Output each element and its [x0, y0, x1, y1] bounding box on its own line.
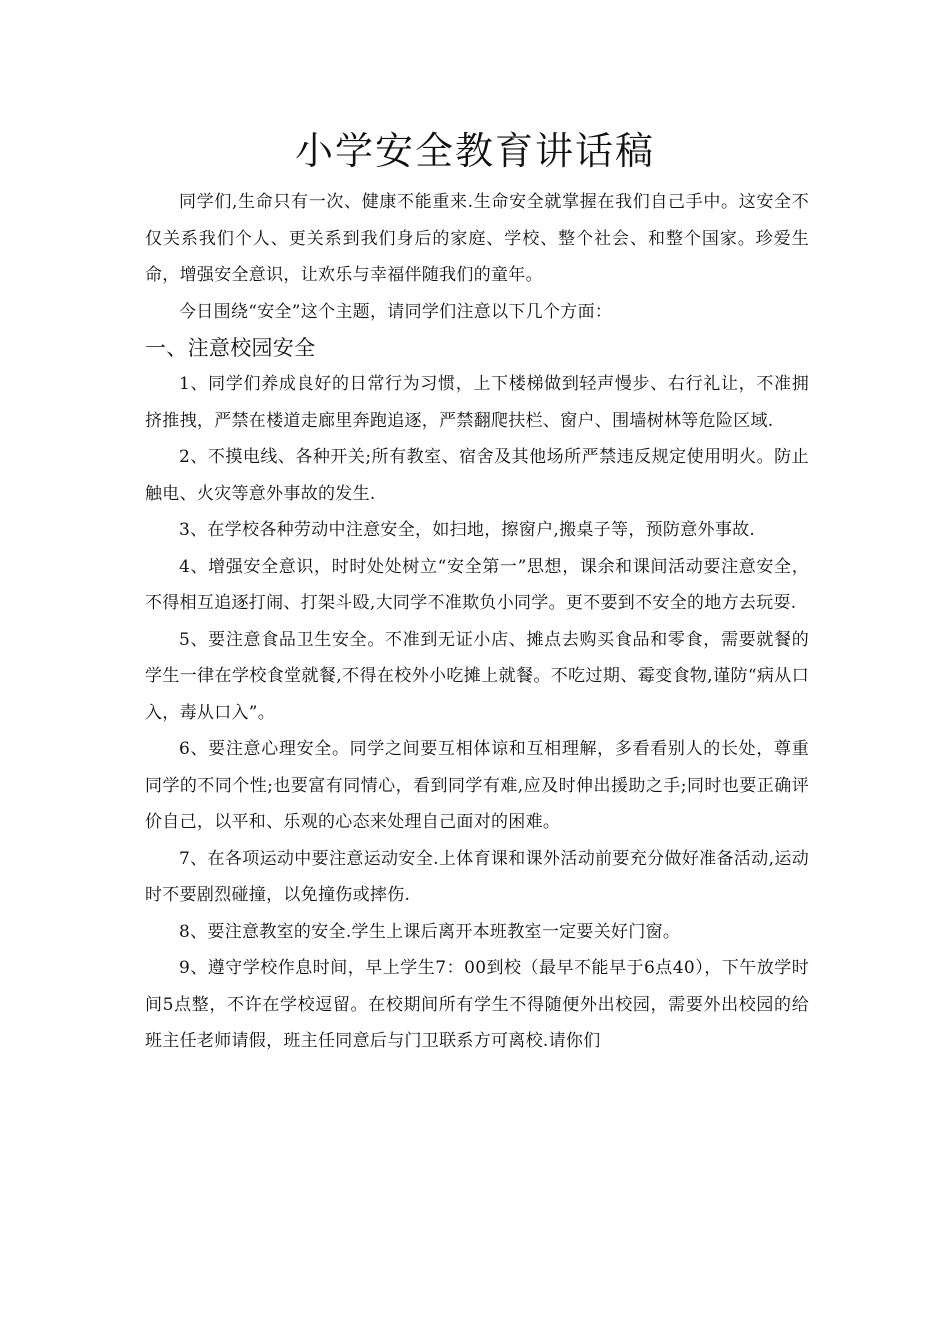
list-item: 4、增强安全意识，时时处处树立“安全第一”思想，课余和课间活动要注意安全，不得相互追逐打闹、打架斗殴,大同学不准欺负小同学。更不要到不安全的地方去玩耍.	[145, 556, 809, 613]
section-heading: 一、注意校园安全	[145, 336, 316, 360]
list-item: 6、要注意心理安全。同学之间要互相体谅和互相理解，多看看别人的长处，尊重同学的不同个性;也要富有同情心，看到同学有难,应及时伸出援助之手;同时也要正确评价自己，以平和、乐观的心态来处理自己面对的困难。	[145, 739, 809, 832]
list-item: 3、在学校各种劳动中注意安全，如扫地，擦窗户,搬桌子等，预防意外事故.	[179, 520, 756, 540]
list-item: 8、要注意教室的安全.学生上课后离开本班教室一定要关好门窗。	[179, 921, 681, 942]
list-item: 2、不摸电线、各种开关;所有教室、宿舍及其他场所严禁违反规定使用明火。防止触电、火灾等意外事故的发生.	[145, 447, 809, 504]
list-item: 5、要注意食品卫生安全。不准到无证小店、摊点去购买食品和零食，需要就餐的学生一律在学校食堂就餐,不得在校外小吃摊上就餐。不吃过期、霉变食物,谨防“病从口入，毒从口入”。	[145, 629, 809, 723]
document-body	[145, 184, 809, 1060]
list-item: 7、在各项运动中要注意运动安全.上体育课和课外活动前要充分做好准备活动,运动时不要剧烈碰撞，以免撞伤或摔伤.	[145, 848, 809, 905]
list-item: 1、同学们养成良好的日常行为习惯，上下楼梯做到轻声慢步、右行礼让，不准拥挤推拽，严禁在楼道走廊里奔跑追逐，严禁翻爬扶栏、窗户、围墙树林等危险区域.	[145, 374, 809, 431]
list-item: 9、遵守学校作息时间，早上学生7：00到校（最早不能早于6点40），下午放学时间5点整，不许在学校逗留。在校期间所有学生不得随便外出校园，需要外出校园的给班主任老师请假，班主任同意后与门卫联系方可离校.请你们	[145, 958, 809, 1051]
intro-paragraph: 今日围绕“安全”这个主题，请同学们注意以下几个方面：	[179, 301, 613, 322]
intro-paragraph: 同学们,生命只有一次、健康不能重来.生命安全就掌握在我们自己手中。这安全不仅关系我们个人、更关系到我们身后的家庭、学校、整个社会、和整个国家。珍爱生命，增强安全意识，让欢乐与幸福伴随我们的童年。	[145, 192, 809, 285]
document-title: 小学安全教育讲话稿	[294, 129, 655, 173]
